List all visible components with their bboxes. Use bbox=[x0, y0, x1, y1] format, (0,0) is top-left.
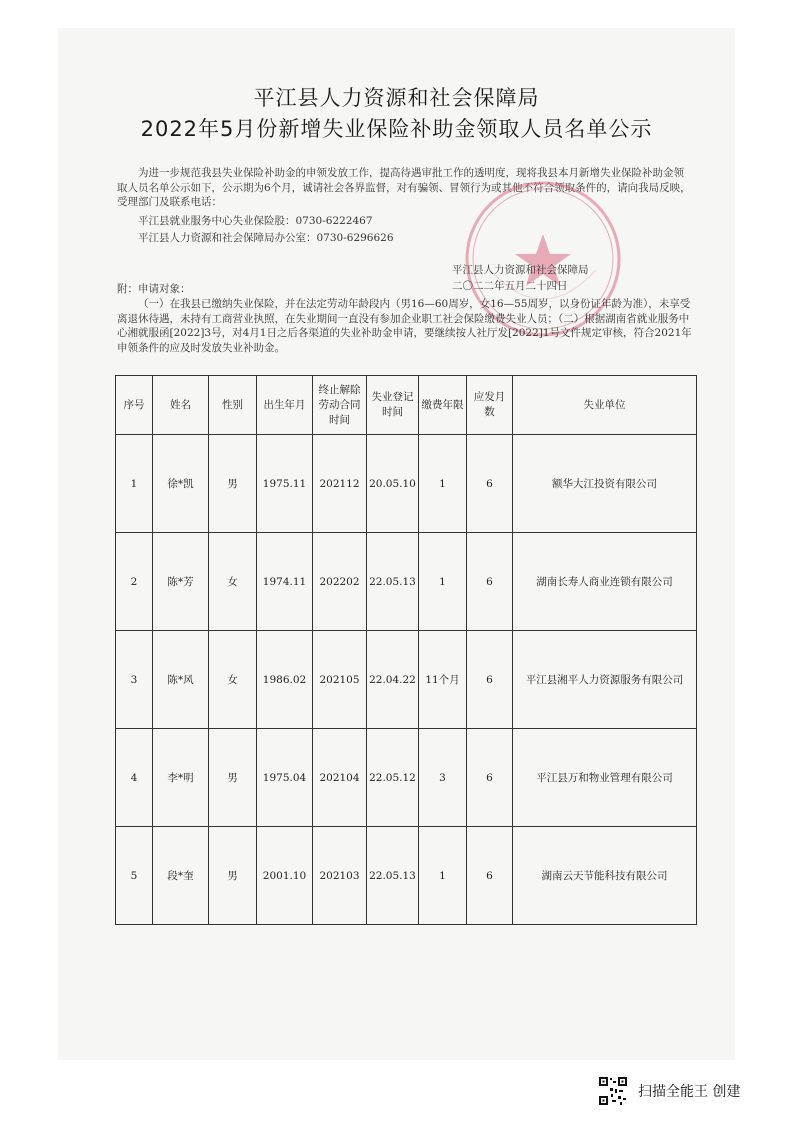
cell-birth: 1975.04 bbox=[257, 729, 313, 827]
issuer-signature: 平江县人力资源和社会保障局 bbox=[452, 264, 589, 276]
table-row bbox=[116, 533, 697, 631]
cell-pay-years: 3 bbox=[419, 729, 467, 827]
cell-pay-years: 11个月 bbox=[419, 631, 467, 729]
cell-register: 22.05.12 bbox=[367, 729, 419, 827]
cell-name: 陈*风 bbox=[153, 631, 209, 729]
cell-contract-end: 202105 bbox=[313, 631, 367, 729]
intro-paragraph: 为进一步规范我县失业保险补助金的申领发放工作，提高待遇审批工作的透明度，现将我县本月新增失业保险补助金领取人员名单公示如下，公示期为6个月，诚请社会各界监督，对有骗领、冒领行为或其他不符合领取条件的，请向我局反映，受理部门及联系电话： bbox=[117, 167, 691, 208]
contact-employment-center: 平江县就业服务中心失业保险股：0730-6222467 bbox=[138, 215, 373, 227]
table-header-row bbox=[116, 376, 697, 435]
cell-company: 平江县湘平人力资源服务有限公司 bbox=[513, 631, 697, 729]
cell-name: 陈*芳 bbox=[153, 533, 209, 631]
header-register: 失业登记时间 bbox=[367, 376, 419, 435]
header-contract-end: 终止解除劳动合同时间 bbox=[313, 376, 367, 435]
cell-months: 6 bbox=[467, 827, 513, 925]
cell-name: 段*奎 bbox=[153, 827, 209, 925]
cell-register: 20.05.10 bbox=[367, 435, 419, 533]
header-name: 姓名 bbox=[153, 376, 209, 435]
recipient-table bbox=[115, 375, 697, 925]
header-company: 失业单位 bbox=[513, 376, 697, 435]
cell-company: 湖南云天节能科技有限公司 bbox=[513, 827, 697, 925]
cell-no: 5 bbox=[116, 827, 153, 925]
cell-months: 6 bbox=[467, 631, 513, 729]
scanner-brand-text: 扫描全能王 创建 bbox=[638, 1084, 741, 1100]
cell-gender: 男 bbox=[209, 827, 257, 925]
cell-gender: 男 bbox=[209, 435, 257, 533]
cell-company: 平江县万和物业管理有限公司 bbox=[513, 729, 697, 827]
cell-pay-years: 1 bbox=[419, 827, 467, 925]
cell-gender: 女 bbox=[209, 533, 257, 631]
table-row bbox=[116, 827, 697, 925]
cell-birth: 1974.11 bbox=[257, 533, 313, 631]
header-birth: 出生年月 bbox=[257, 376, 313, 435]
cell-name: 李*明 bbox=[153, 729, 209, 827]
table-row bbox=[116, 435, 697, 533]
cell-gender: 男 bbox=[209, 729, 257, 827]
cell-contract-end: 202112 bbox=[313, 435, 367, 533]
cell-birth: 2001.10 bbox=[257, 827, 313, 925]
cell-birth: 1975.11 bbox=[257, 435, 313, 533]
cell-birth: 1986.02 bbox=[257, 631, 313, 729]
header-months: 应发月数 bbox=[467, 376, 513, 435]
cell-register: 22.05.13 bbox=[367, 827, 419, 925]
table-row bbox=[116, 631, 697, 729]
cell-contract-end: 202202 bbox=[313, 533, 367, 631]
cell-name: 徐*凯 bbox=[153, 435, 209, 533]
appendix-label: 附：申请对象： bbox=[117, 283, 191, 295]
header-gender: 性别 bbox=[209, 376, 257, 435]
scanner-watermark bbox=[598, 1076, 740, 1106]
cell-register: 22.05.13 bbox=[367, 533, 419, 631]
header-pay-years: 缴费年限 bbox=[419, 376, 467, 435]
eligibility-criteria: （一）在我县已缴纳失业保险，并在法定劳动年龄段内（男16—60周岁，女16—55周岁，以身份证年龄为准），未享受离退休待遇，未持有工商营业执照，在失业期间一直没有参加企业职工社会保险缴费失业人员；（二）根据湖南省就业服务中心湘就服函[2022]3号，对4月1日之后各渠道的失业补助金申请，要继续按人社厅发[2022]1号文件规定审核，符合2021年申领条件的应及时发放失业补助金。 bbox=[117, 298, 692, 354]
cell-company: 额华大江投资有限公司 bbox=[513, 435, 697, 533]
header-no: 序号 bbox=[116, 376, 153, 435]
cell-contract-end: 202103 bbox=[313, 827, 367, 925]
cell-no: 3 bbox=[116, 631, 153, 729]
cell-no: 1 bbox=[116, 435, 153, 533]
cell-months: 6 bbox=[467, 533, 513, 631]
cell-contract-end: 202104 bbox=[313, 729, 367, 827]
cell-gender: 女 bbox=[209, 631, 257, 729]
cell-months: 6 bbox=[467, 729, 513, 827]
cell-no: 4 bbox=[116, 729, 153, 827]
cell-company: 湖南长寿人商业连锁有限公司 bbox=[513, 533, 697, 631]
page-title-notice: 2022年5月份新增失业保险补助金领取人员名单公示 bbox=[140, 117, 653, 141]
cell-no: 2 bbox=[116, 533, 153, 631]
cell-pay-years: 1 bbox=[419, 435, 467, 533]
cell-months: 6 bbox=[467, 435, 513, 533]
issue-date: 二〇二二年五月二十四日 bbox=[452, 280, 568, 292]
contact-bureau-office: 平江县人力资源和社会保障局办公室：0730-6296626 bbox=[138, 232, 394, 244]
cell-register: 22.04.22 bbox=[367, 631, 419, 729]
cell-pay-years: 1 bbox=[419, 533, 467, 631]
table-row bbox=[116, 729, 697, 827]
qr-code-icon bbox=[598, 1076, 628, 1106]
page-title-agency: 平江县人力资源和社会保障局 bbox=[253, 86, 540, 110]
